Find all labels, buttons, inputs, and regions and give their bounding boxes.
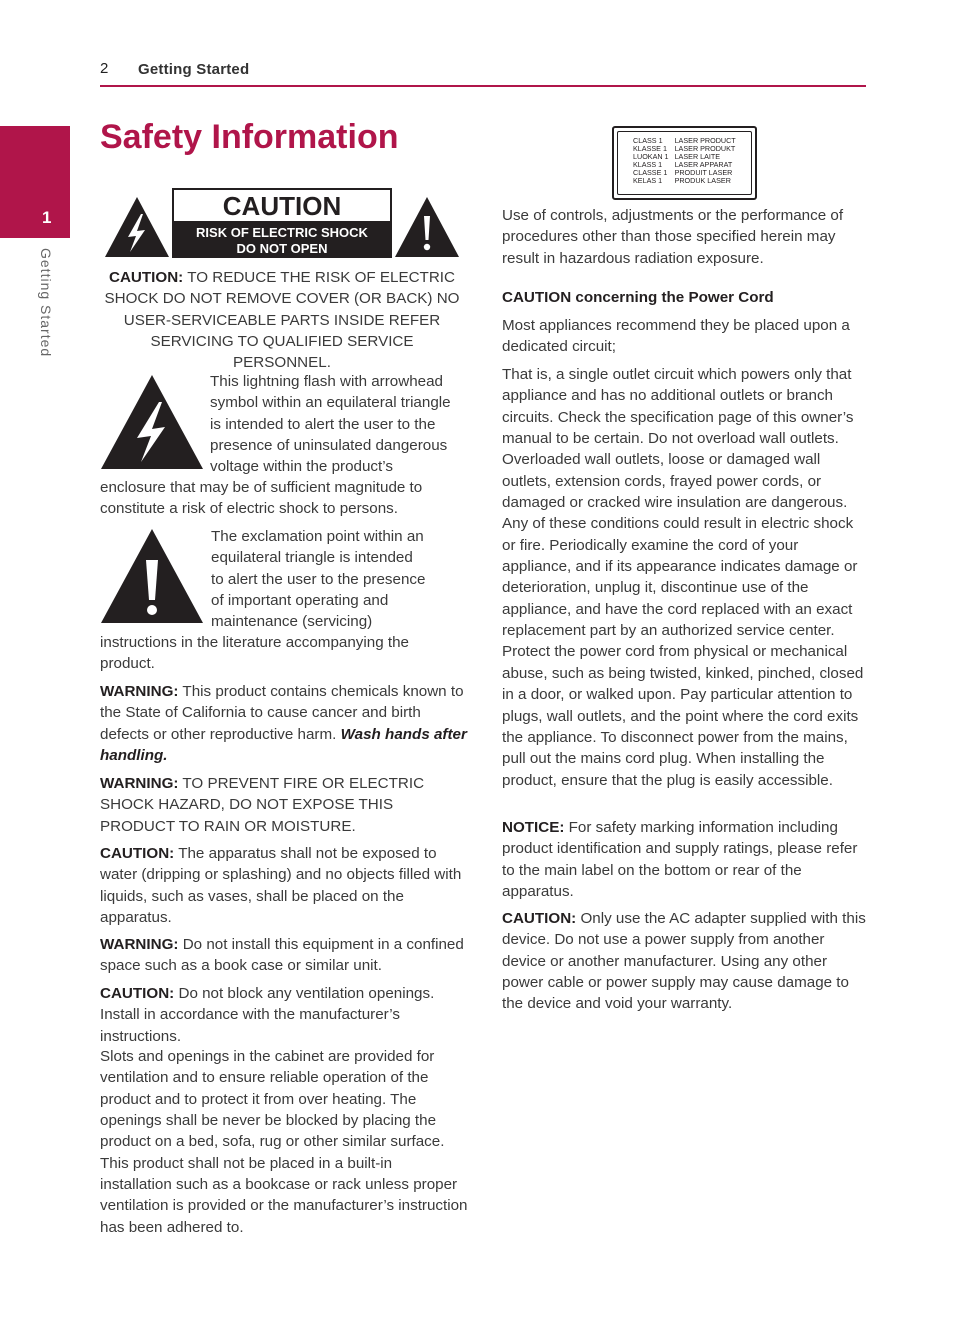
exclamation-line: of important operating and <box>211 592 389 610</box>
laser-class-cell: CLASS 1 <box>633 136 663 145</box>
laser-class-cell: LUOKAN 1 <box>633 152 669 161</box>
wash-hands-emphasis: Wash hands after handling. <box>100 725 467 765</box>
lightning-warning-icon <box>104 196 170 258</box>
exclamation-line: maintenance (servicing) <box>211 613 373 631</box>
power-cord-p1: Most appliances recommend they be placed upon a dedicated circuit; <box>502 317 850 356</box>
laser-product-cell: LASER APPARAT <box>674 160 733 169</box>
notice-safety-marking <box>502 817 866 902</box>
laser-label-table <box>633 137 742 185</box>
caution-label: CAUTION: <box>502 910 577 927</box>
lightning-description-continued: enclosure that may be of sufficient magnitude to constitute a risk of electric shock to persons. <box>100 479 423 518</box>
ventilation-slots-text: Slots and openings in the cabinet are provided for ventilation and to ensure reliable operation of the product and to protect it from over heating. The openings shall be never be blocked by placing the product on a bed, sofa, rug or other similar surface. This product shall not be placed in a built-in installation such as a bookcase or rack unless proper ventilation is provided or the manufacturer’s instruction has been adhered to. <box>100 1048 468 1236</box>
laser-product-cell: LASER PRODUCT <box>674 136 736 145</box>
caution-ac-adapter <box>502 908 866 1015</box>
page-number: 2 <box>100 60 109 77</box>
warning-text: Do not install this equipment in a confined space such as a book case or similar unit. <box>100 936 464 975</box>
warning-text: This product contains chemicals known to the State of California to cause cancer and birth defects or other reproductive harm. <box>100 683 464 743</box>
caution-subtext-line2: DO NOT OPEN <box>236 241 328 256</box>
chapter-tab <box>0 126 70 238</box>
laser-class-label <box>612 126 757 200</box>
laser-class-cell: KELAS 1 <box>633 176 663 185</box>
caution-subtext <box>174 221 390 256</box>
lightning-line: presence of uninsulated dangerous <box>210 437 448 455</box>
chapter-label: Getting Started <box>38 248 54 358</box>
warning-label: WARNING: <box>100 683 179 700</box>
caution-box <box>172 188 392 258</box>
notice-text: For safety marking information including product identification and supply ratings, please refer to the main label on the bottom or rear of the apparatus. <box>502 819 858 901</box>
caution-notice-text: TO REDUCE THE RISK OF ELECTRIC SHOCK DO NOT REMOVE COVER (OR BACK) NO USER-SERVICEABLE PARTS INSIDE REFER SERVICING TO QUALIFIED SERVICE PERSONNEL. <box>104 269 460 372</box>
exclamation-description <box>211 526 471 633</box>
caution-text: The apparatus shall not be exposed to water (dripping or splashing) and no objects filled with liquids, such as vases, shall be placed on the apparatus. <box>100 845 462 927</box>
exclamation-line: to alert the user to the presence <box>211 570 426 588</box>
header-rule <box>100 85 866 87</box>
laser-class-cell: KLASSE 1 <box>633 144 667 153</box>
power-cord-heading: CAUTION concerning the Power Cord <box>502 289 774 306</box>
notice-label: NOTICE: <box>502 819 565 836</box>
lightning-description <box>210 371 470 478</box>
exclamation-line: equilateral triangle is intended <box>211 549 413 567</box>
laser-product-cell: LASER PRODUKT <box>674 144 736 153</box>
exclamation-description-continued: instructions in the literature accompanying the product. <box>100 634 409 673</box>
caution-label-graphic <box>104 188 462 260</box>
laser-product-cell: LASER LAITE <box>674 152 721 161</box>
lightning-line: voltage within the product’s <box>210 458 393 476</box>
chapter-number: 1 <box>42 208 52 227</box>
lightning-symbol-icon <box>100 374 204 470</box>
caution-ventilation <box>100 983 464 1047</box>
caution-label: CAUTION: <box>100 845 175 862</box>
caution-water <box>100 843 464 928</box>
laser-class-cell: KLASS 1 <box>633 160 663 169</box>
caution-text: Only use the AC adapter supplied with this device. Do not use a power supply from another device or another manufacturer. Using any other power cable or power supply may cause damage to the device and void your warranty. <box>502 910 866 1013</box>
page-title: Safety Information <box>100 118 399 156</box>
caution-subtext-line1: RISK OF ELECTRIC SHOCK <box>196 225 368 240</box>
exclamation-warning-icon <box>394 196 460 258</box>
warning-label: WARNING: <box>100 936 179 953</box>
caution-notice-label: CAUTION: <box>109 269 184 286</box>
running-header: Getting Started <box>138 61 250 78</box>
warning-text: TO PREVENT FIRE OR ELECTRIC SHOCK HAZARD, DO NOT EXPOSE THIS PRODUCT TO RAIN OR MOISTURE. <box>100 775 425 835</box>
exclamation-symbol-icon <box>100 528 204 624</box>
warning-fire <box>100 773 464 837</box>
lightning-line: is intended to alert the user to the <box>210 415 436 433</box>
warning-label: WARNING: <box>100 775 179 792</box>
warning-chemicals <box>100 681 468 766</box>
laser-product-cell: PRODUK LASER <box>674 176 731 185</box>
laser-class-cell: CLASSE 1 <box>633 168 668 177</box>
laser-warning-text: Use of controls, adjustments or the performance of procedures other than those specified herein may result in hazardous radiation exposure. <box>502 207 844 267</box>
caution-word: CAUTION <box>222 191 342 221</box>
power-cord-p2: That is, a single outlet circuit which powers only that appliance and has no additional outlets or branch circuits. Check the specification page of this owner’s manual to be certain. Do not overload wall outlets. Overloaded wall outlets, loose or damaged wall outlets, extension cords, frayed power cords, or damaged or cracked wire insulation are dangerous. Any of these conditions could result in electric shock or fire. Periodically examine the cord of your appliance, and if its appearance indicates damage or deterioration, unplug it, discontinue use of the appliance, and have the cord replaced with an exact replacement part by an authorized service center. Protect the power cord from physical or mechanical abuse, such as being twisted, kinked, pinched, closed in a door, or walked upon. Pay particular attention to plugs, wall outlets, and the point where the cord exits the appliance. To disconnect power from the mains, pull out the mains cord plug. When installing the product, ensure that the plug is easily accessible. <box>502 366 864 789</box>
laser-row <box>633 177 742 185</box>
exclamation-line: The exclamation point within an <box>211 528 424 545</box>
caution-notice <box>100 267 464 374</box>
caution-text: Do not block any ventilation openings. Install in accordance with the manufacturer’s instructions. <box>100 985 435 1045</box>
warning-confined <box>100 934 464 977</box>
laser-product-cell: PRODUIT LASER <box>674 168 733 177</box>
caution-label: CAUTION: <box>100 985 175 1002</box>
lightning-line: symbol within an equilateral triangle <box>210 394 451 412</box>
lightning-line: This lightning flash with arrowhead <box>210 373 443 390</box>
